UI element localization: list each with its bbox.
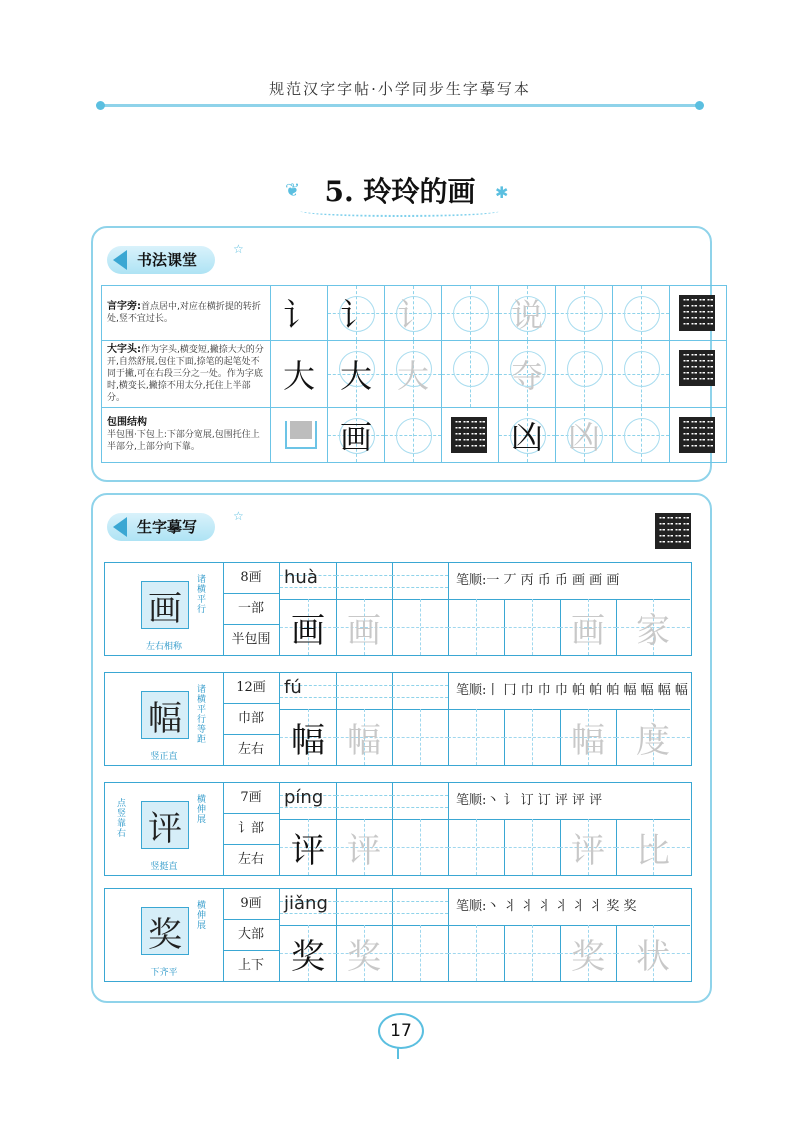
star-icon: ✱ (495, 183, 509, 202)
pinyin-cell[interactable] (392, 673, 449, 709)
right-tip: 诸横平行等距 (197, 685, 207, 745)
trace-char: 奖 (347, 936, 381, 977)
model-char: 凶 (510, 418, 543, 456)
stroke-count: 8画 (223, 563, 279, 594)
practice-row (104, 888, 692, 982)
example-word-char: 奖 (571, 936, 605, 977)
model-char: 奖 (291, 936, 325, 977)
right-tip: 诸横平行 (197, 575, 207, 615)
bottom-tip: 左右相称 (145, 642, 182, 652)
writing-cell[interactable] (560, 599, 617, 655)
pinyin-cell[interactable] (336, 563, 393, 599)
model-char: 大 (339, 357, 372, 395)
writing-cell[interactable] (616, 709, 690, 765)
right-tip: 横伸展 (197, 901, 207, 931)
qr-code-icon[interactable] (679, 350, 715, 386)
model-char: 大 (282, 357, 315, 395)
writing-cell[interactable] (336, 925, 393, 981)
star-icon: ☆ (233, 242, 244, 256)
radical-description: 言字旁:首点居中,对应在横折提的转折处,竖不宜过长。 (102, 286, 271, 341)
example-word-char: 幅 (571, 720, 605, 761)
demo-char-cell (105, 889, 224, 981)
butterfly-icon: ❦ (285, 180, 301, 201)
writing-cell[interactable] (280, 925, 337, 981)
practice-row (104, 672, 692, 766)
structure: 左右 (237, 852, 264, 867)
structure: 半包围 (231, 632, 271, 647)
structure-description: 包围结构 半包围·下包上:下部分宽展,包围托住上半部分,上部分向下靠。 (102, 408, 271, 463)
page-number: 17 (378, 1013, 424, 1049)
writing-row (280, 709, 690, 765)
writing-cell[interactable] (448, 599, 505, 655)
writing-cell[interactable] (336, 709, 393, 765)
writing-cell[interactable] (560, 925, 617, 981)
table-row (102, 286, 727, 341)
enclosure-structure-icon (285, 421, 317, 449)
char-info (223, 889, 280, 981)
writing-row (280, 599, 690, 655)
pinyin-row (280, 889, 690, 926)
pinyin-row (280, 673, 690, 710)
writing-cell[interactable] (448, 819, 505, 875)
writing-cell[interactable] (560, 819, 617, 875)
structure: 上下 (237, 958, 264, 973)
char-info (223, 563, 280, 655)
pinyin-cell[interactable] (392, 889, 449, 925)
right-tip: 横伸展 (197, 795, 207, 825)
pinyin: huà (284, 567, 318, 588)
pinyin-cell[interactable] (280, 889, 337, 925)
writing-cell[interactable] (392, 599, 449, 655)
left-tip: 点竖靠右 (117, 799, 127, 839)
writing-cell[interactable] (504, 819, 561, 875)
qr-code-icon[interactable] (655, 513, 691, 549)
writing-cell[interactable] (616, 599, 690, 655)
example-word-char: 画 (571, 610, 605, 651)
pinyin-cell[interactable] (336, 889, 393, 925)
pinyin: jiǎng (284, 893, 328, 914)
writing-row (280, 925, 690, 981)
radical: 讠部 (223, 814, 279, 845)
example-word-char: 度 (636, 720, 670, 761)
model-char: 画 (291, 610, 325, 651)
trace-char: 凶 (567, 418, 600, 456)
radical-description: 大字头:作为字头,横变短,撇捺大大的分开,自然舒展,包住下面,捺笔的起笔处不同于撇,可在右段三分之一处。作为字底时,横变长,撇捺不用太分,托住上半部分。 (102, 341, 271, 408)
writing-cell[interactable] (336, 819, 393, 875)
pinyin-cell[interactable] (280, 673, 337, 709)
practice-row (104, 782, 692, 876)
writing-cell[interactable] (616, 925, 690, 981)
writing-cell[interactable] (392, 709, 449, 765)
trace-char: 幅 (347, 720, 381, 761)
practice-row (104, 562, 692, 656)
practice-tag: 生字摹写 (107, 513, 215, 541)
model-char: 画 (339, 418, 372, 456)
trace-char: 说 (510, 296, 543, 334)
example-word-char: 家 (636, 610, 670, 651)
writing-cell[interactable] (448, 925, 505, 981)
writing-cell[interactable] (280, 709, 337, 765)
example-word-char: 状 (636, 936, 670, 977)
stroke-count: 9画 (223, 889, 279, 920)
radical: 大部 (223, 920, 279, 951)
demo-char-cell (105, 563, 224, 655)
title-decoration (300, 205, 500, 217)
example-word-char: 评 (571, 830, 605, 871)
qr-code-icon[interactable] (679, 417, 715, 453)
table-row (102, 408, 727, 463)
writing-cell[interactable] (504, 925, 561, 981)
writing-cell[interactable] (280, 819, 337, 875)
trace-char: 大 (396, 357, 429, 395)
stroke-order: 笔顺:一 丆 丙 币 币 画 画 画 (456, 573, 620, 588)
star-icon: ☆ (233, 509, 244, 523)
table-row (102, 341, 727, 408)
demo-char: 奖 (148, 914, 182, 955)
trace-char: 画 (347, 610, 381, 651)
demo-char-cell (105, 673, 224, 765)
calligraphy-tag: 书法课堂 (107, 246, 215, 274)
pinyin: fú (284, 677, 302, 698)
char-info (223, 673, 280, 765)
pinyin-row (280, 563, 690, 600)
writing-cell[interactable] (560, 709, 617, 765)
structure: 左右 (237, 742, 264, 757)
page-header-title: 规范汉字字帖·小学同步生字摹写本 (269, 80, 531, 98)
model-char: 幅 (291, 720, 325, 761)
example-word-char: 比 (636, 830, 670, 871)
header-divider (100, 104, 700, 107)
writing-cell[interactable] (392, 819, 449, 875)
demo-char: 幅 (148, 698, 182, 739)
model-char: 讠 (339, 296, 372, 334)
lesson-title: 5. 玲玲的画 (324, 175, 476, 208)
stroke-count: 7画 (223, 783, 279, 814)
writing-cell[interactable] (336, 599, 393, 655)
bottom-tip: 竖正直 (150, 752, 178, 762)
pinyin: píng (284, 787, 324, 808)
bottom-tip: 竖挺直 (150, 862, 178, 872)
calligraphy-table (101, 285, 727, 463)
demo-char: 画 (148, 588, 182, 629)
trace-char: 夺 (510, 357, 543, 395)
pinyin-cell[interactable] (280, 563, 337, 599)
char-info (223, 783, 280, 875)
stroke-order: 笔顺:丨 冂 巾 巾 巾 帕 帕 帕 幅 幅 幅 幅 (456, 683, 688, 698)
writing-cell[interactable] (616, 819, 690, 875)
pinyin-cell[interactable] (280, 783, 337, 819)
demo-char: 评 (148, 808, 182, 849)
writing-cell[interactable] (448, 709, 505, 765)
writing-cell[interactable] (392, 925, 449, 981)
radical: 一部 (223, 594, 279, 625)
stroke-order: 笔顺:丶 讠 订 订 评 评 评 (456, 793, 603, 808)
pinyin-cell[interactable] (336, 783, 393, 819)
model-char: 讠 (282, 296, 315, 334)
writing-cell[interactable] (280, 599, 337, 655)
pinyin-cell[interactable] (392, 783, 449, 819)
writing-cell[interactable] (504, 599, 561, 655)
writing-row (280, 819, 690, 875)
demo-char-cell (105, 783, 224, 875)
qr-code-icon[interactable] (679, 295, 715, 331)
bottom-tip: 下齐平 (150, 968, 178, 978)
pinyin-row (280, 783, 690, 820)
qr-code-icon[interactable] (451, 417, 487, 453)
trace-char: 讠 (396, 296, 429, 334)
trace-char: 评 (347, 830, 381, 871)
stroke-order: 笔顺:丶 丬 丬 丬 丬 丬 丬 奖 奖 (456, 899, 637, 914)
model-char: 评 (291, 830, 325, 871)
stroke-count: 12画 (223, 673, 279, 704)
writing-cell[interactable] (504, 709, 561, 765)
pinyin-cell[interactable] (392, 563, 449, 599)
radical: 巾部 (223, 704, 279, 735)
pinyin-cell[interactable] (336, 673, 393, 709)
